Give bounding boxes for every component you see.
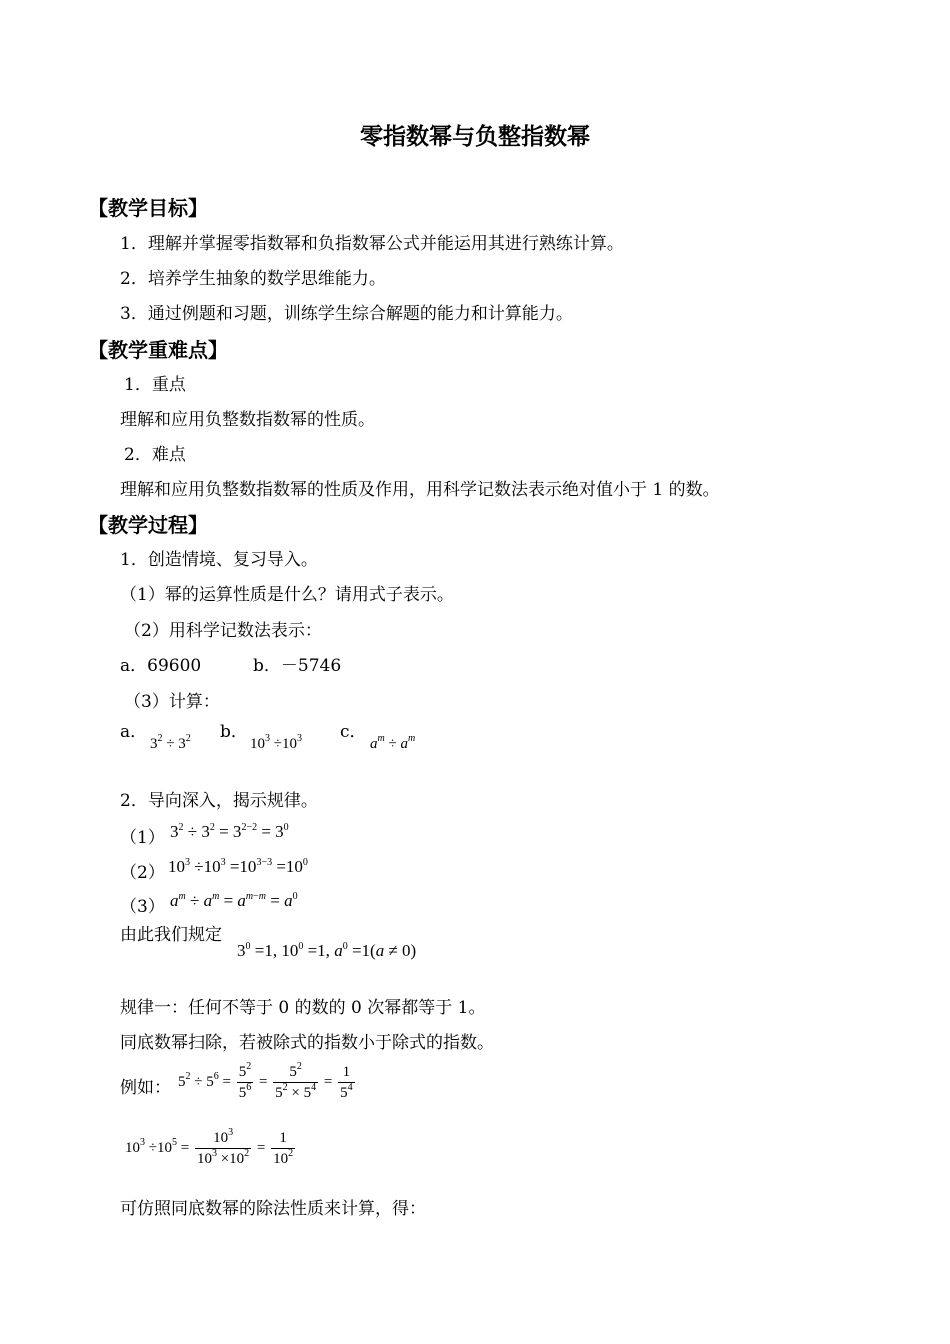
conclusion-text: 可仿照同底数幂的除法性质来计算，得： xyxy=(120,1199,426,1219)
formula-pattern-1: $3^2 \div 3^2 = 3^{2-2} = 3^0$ xyxy=(170,822,289,841)
question-2: （2）用科学记数法表示： xyxy=(124,621,322,641)
formula-3c: $a^m \div a^m$ xyxy=(370,733,416,752)
formula-definition: $3^0 =1$, $10^0 =1$, $a^0 =1(a \ne 0)$ xyxy=(237,941,417,960)
question-3: （3）计算： xyxy=(124,692,220,712)
formula-3b: $10^3 \div 10^3$ xyxy=(250,733,302,752)
section-heading-goals: 【教学目标】 xyxy=(88,196,208,220)
process-step-2: 2．导向深入，揭示规律。 xyxy=(120,791,318,811)
goal-item-1: 1．理解并掌握零指数幂和负指数幂公式并能运用其进行熟练计算。 xyxy=(120,234,624,254)
section-heading-process: 【教学过程】 xyxy=(88,513,208,537)
question-3-b-label: b． xyxy=(220,722,248,742)
goal-item-3: 3．通过例题和习题，训练学生综合解题的能力和计算能力。 xyxy=(120,304,573,324)
difficult-point-text: 理解和应用负整数指数幂的性质及作用，用科学记数法表示绝对值小于 1 的数。 xyxy=(120,480,720,500)
difficult-point-label: 2．难点 xyxy=(124,445,186,465)
formula-example-2: $10^3 \div 10^5$ = $\frac{10^3}{10^3 \times 10^2}$ = $\frac{1}{10^2}$ xyxy=(125,1127,294,1167)
pattern-2-label: （2） xyxy=(120,863,165,883)
key-point-label: 1．重点 xyxy=(124,375,186,395)
note-text: 同底数幂扫除，若被除式的指数小于除式的指数。 xyxy=(120,1033,494,1053)
goal-item-2: 2．培养学生抽象的数学思维能力。 xyxy=(120,269,386,289)
page-title: 零指数幂与负整指数幂 xyxy=(360,123,590,150)
question-2-b: b．－5746 xyxy=(253,656,342,676)
formula-example-1: $5^2 \div 5^6$ = $\frac{5^2}{5^6}$ = $\frac{5^2}{5^2 \times 5^4}$ = $\frac{1}{5^4}$ xyxy=(178,1061,353,1101)
rule-1: 规律一：任何不等于 0 的数的 0 次幂都等于 1。 xyxy=(120,998,486,1018)
process-step-1: 1．创造情境、复习导入。 xyxy=(120,550,318,570)
question-1: （1）幂的运算性质是什么？请用式子表示。 xyxy=(120,585,454,605)
key-point-text: 理解和应用负整数指数幂的性质。 xyxy=(120,410,375,430)
formula-3a: $3^2 \div 3^2$ xyxy=(150,733,191,752)
formula-pattern-3: $a^m \div a^m = a^{m-m} = a^0$ xyxy=(170,891,298,910)
question-3-c-label: c． xyxy=(340,722,367,742)
section-heading-key-points: 【教学重难点】 xyxy=(88,338,228,362)
question-2-a: a．69600 xyxy=(120,656,202,676)
pattern-1-label: （1） xyxy=(120,828,165,848)
formula-pattern-2: $10^3 \div 10^3 =10^{3-3} =10^0$ xyxy=(168,857,308,876)
definition-intro: 由此我们规定 xyxy=(120,925,222,945)
example-label: 例如： xyxy=(120,1078,171,1098)
pattern-3-label: （3） xyxy=(120,897,165,917)
question-3-a-label: a． xyxy=(120,722,148,742)
